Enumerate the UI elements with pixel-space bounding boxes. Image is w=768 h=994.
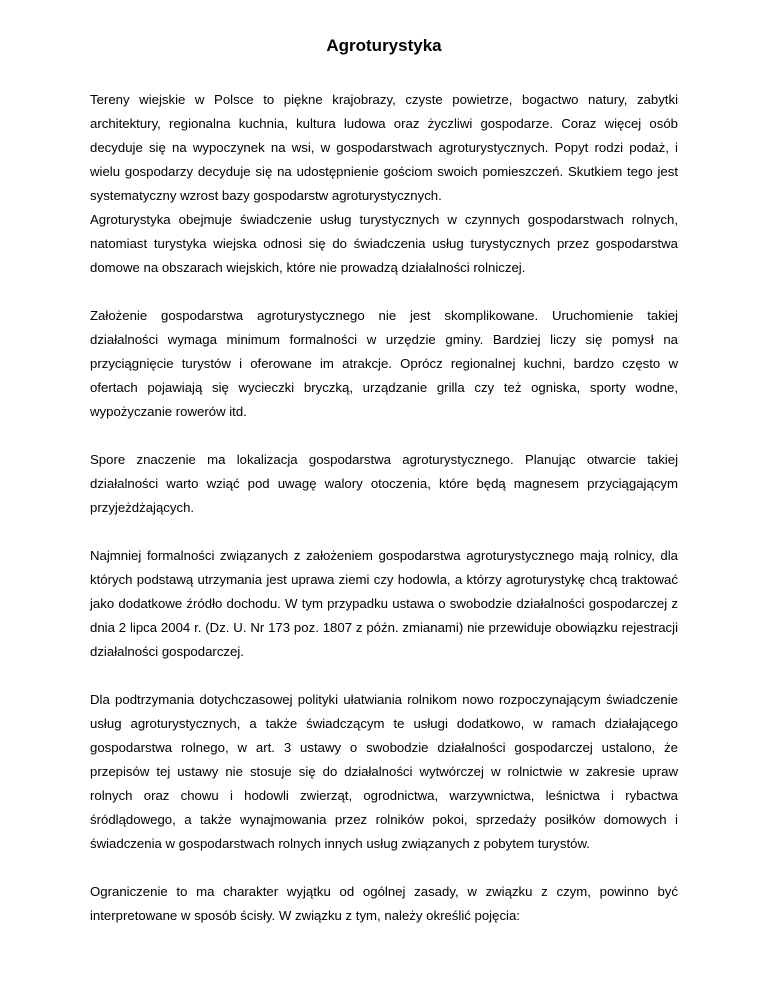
paragraph-limitation: Ograniczenie to ma charakter wyjątku od ogólnej zasady, w związku z czym, powinno być interpretowane w sposób ścisły. W związku z tym, należy określić pojęcia: [90, 884, 678, 923]
paragraph-intro: Tereny wiejskie w Polsce to piękne krajobrazy, czyste powietrze, bogactwo natury, zabytki architektury, regionalna kuchnia, kultura ludowa oraz życzliwi gospodarze. Coraz więcej osób decyduje się na wypoczynek na wsi, w gospodarstwach agroturystycznych. Popyt rodzi podaż, i wielu gospodarzy decyduje się na udostępnienie gościom swoich pomieszczeń. Skutkiem tego jest systematyczny wzrost bazy gospodarstw agroturystycznych. [90, 92, 678, 203]
paragraph-formalities: Najmniej formalności związanych z założeniem gospodarstwa agroturystycznego mają rolnicy, dla których podstawą utrzymania jest uprawa ziemi czy hodowla, a którzy agroturystykę chcą traktować jako dodatkowe źródło dochodu. W tym przypadku ustawa o swobodzie działalności gospodarczej z dnia 2 lipca 2004 r. (Dz. U. Nr 173 poz. 1807 z późn. zmianami) nie przewiduje obowiązku rejestracji działalności gospodarczej. [90, 548, 678, 659]
page-title: Agroturystyka [326, 36, 442, 55]
paragraph-definition: Agroturystyka obejmuje świadczenie usług turystycznych w czynnych gospodarstwach rolnych, natomiast turystyka wiejska odnosi się do świadczenia usług turystycznych przez gospodarstwa domowe na obszarach wiejskich, które nie prowadzą działalności rolniczej. [90, 212, 678, 275]
document-page [90, 36, 678, 952]
paragraph-policy: Dla podtrzymania dotychczasowej polityki ułatwiania rolnikom nowo rozpoczynającym świadczenie usług agroturystycznych, a także świadczącym te usługi dodatkowo, w ramach działającego gospodarstwa rolnego, w art. 3 ustawy o swobodzie działalności gospodarczej ustalono, że przepisów tej ustawy nie stosuje się do działalności wytwórczej w rolnictwie w zakresie upraw rolnych oraz chowu i hodowli zwierząt, ogrodnictwa, warzywnictwa, leśnictwa i rybactwa śródlądowego, a także wynajmowania przez rolników pokoi, sprzedaży posiłków domowych i świadczenia w gospodarstwach rolnych innych usług związanych z pobytem turystów. [90, 692, 678, 851]
paragraph-founding: Założenie gospodarstwa agroturystycznego nie jest skomplikowane. Uruchomienie takiej działalności wymaga minimum formalności w urzędzie gminy. Bardziej liczy się pomysł na przyciągnięcie turystów i oferowane im atrakcje. Oprócz regionalnej kuchni, bardzo często w ofertach pojawiają się wycieczki bryczką, urządzanie grilla czy też ogniska, sporty wodne, wypożyczanie rowerów itd. [90, 308, 678, 419]
paragraph-location: Spore znaczenie ma lokalizacja gospodarstwa agroturystycznego. Planując otwarcie takiej działalności warto wziąć pod uwagę walory otoczenia, które będą magnesem przyciągającym przyjeżdżających. [90, 452, 678, 515]
